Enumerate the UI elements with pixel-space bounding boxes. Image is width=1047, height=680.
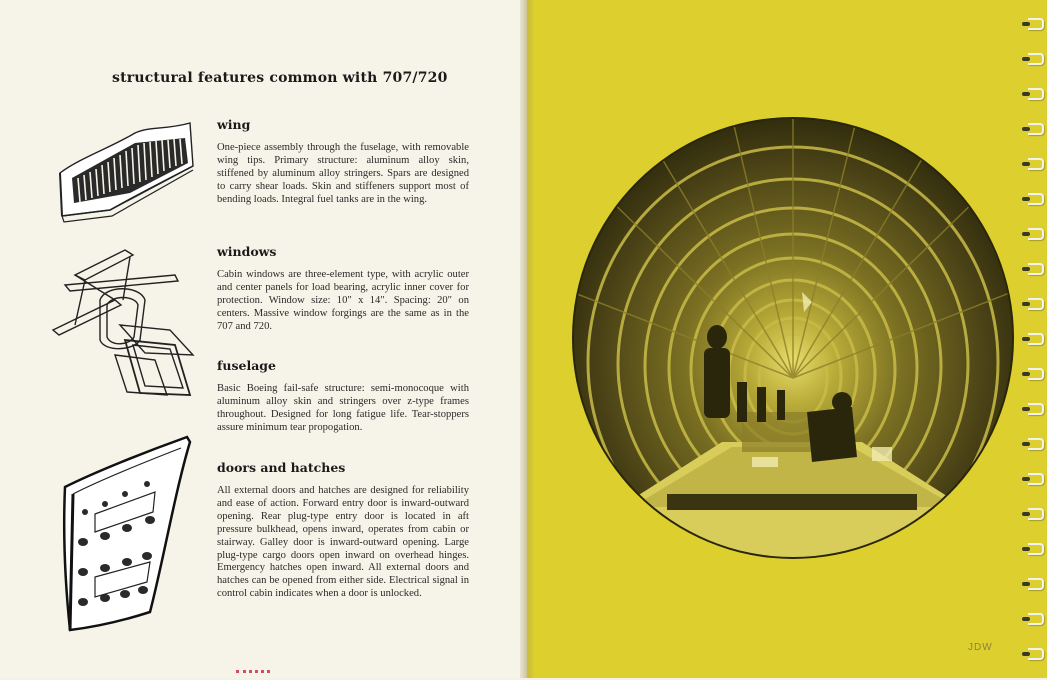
- window-assembly-illustration: [45, 245, 205, 405]
- spiral-binding-ring: [1028, 438, 1044, 450]
- section-windows: [217, 244, 469, 334]
- spiral-binding-ring: [1028, 543, 1044, 555]
- section-title-wing: wing: [217, 117, 251, 132]
- section-fuselage: [217, 358, 469, 435]
- section-title-fuselage: fuselage: [217, 358, 276, 373]
- door-panel-illustration: [55, 432, 195, 632]
- section-title-windows: windows: [217, 244, 277, 259]
- spiral-binding-ring: [1028, 333, 1044, 345]
- spiral-binding-ring: [1028, 193, 1044, 205]
- spiral-binding-ring: [1028, 123, 1044, 135]
- spiral-binding-ring: [1028, 508, 1044, 520]
- spiral-binding-ring: [1028, 613, 1044, 625]
- section-body-windows: Cabin windows are three-element type, with acrylic outer and center panels for load bearing, acrylic inner cover for protection. Window size: 10″ x 14″. Spacing: 20″ on centers. Massive window forgings are the same as in the 707 and 720.: [217, 269, 469, 332]
- spiral-binding-ring: [1028, 228, 1044, 240]
- section-title-doors: doors and hatches: [217, 460, 346, 475]
- spiral-binding-ring: [1028, 578, 1044, 590]
- fuselage-interior-photo: [572, 112, 1014, 564]
- wing-section-illustration: [50, 118, 200, 230]
- section-body-fuselage: Basic Boeing fail-safe structure: semi-monocoque with aluminum alloy skin and stringers over z-type frames throughout. Designed for long fatigue life. Tear-stoppers assure minimum tear propogation.: [217, 383, 469, 433]
- handwritten-initials: JDW: [968, 642, 993, 653]
- section-body-wing: One-piece assembly through the fuselage, with removable wing tips. Primary structure: aluminum alloy skin, stiffened by aluminum alloy stringers. Spars are designed to carry shear loads. Skin and stiffeners support most of bending loads. Integral fuel tanks are in the wing.: [217, 142, 469, 205]
- spiral-binding-ring: [1028, 88, 1044, 100]
- spiral-binding-ring: [1028, 298, 1044, 310]
- spiral-binding-ring: [1028, 368, 1044, 380]
- section-doors-hatches: [217, 460, 469, 601]
- page-headline: structural features common with 707/720: [112, 70, 448, 86]
- spiral-binding-ring: [1028, 18, 1044, 30]
- binding-gutter: [520, 0, 534, 678]
- spiral-binding-ring: [1028, 263, 1044, 275]
- spiral-binding-ring: [1028, 403, 1044, 415]
- spiral-binding-ring: [1028, 648, 1044, 660]
- ink-mark: [236, 670, 270, 680]
- section-wing: [217, 117, 469, 207]
- spiral-binding-ring: [1028, 158, 1044, 170]
- section-body-doors: All external doors and hatches are designed for reliability and ease of action. Forward entry door is inward-outward opening. Rear plug-type entry door is located in aft pressure bulkhead, opens inward, operates from cabin or stairway. Galley door is inward-outward opening. Large plug-type cargo doors open inward on overhead hinges. Emergency hatches open inward. All external doors and hatches can be opened from either side. Electrical signal in control cabin indicates when a door is unlocked.: [217, 485, 469, 600]
- spiral-binding-ring: [1028, 473, 1044, 485]
- spiral-binding-ring: [1028, 53, 1044, 65]
